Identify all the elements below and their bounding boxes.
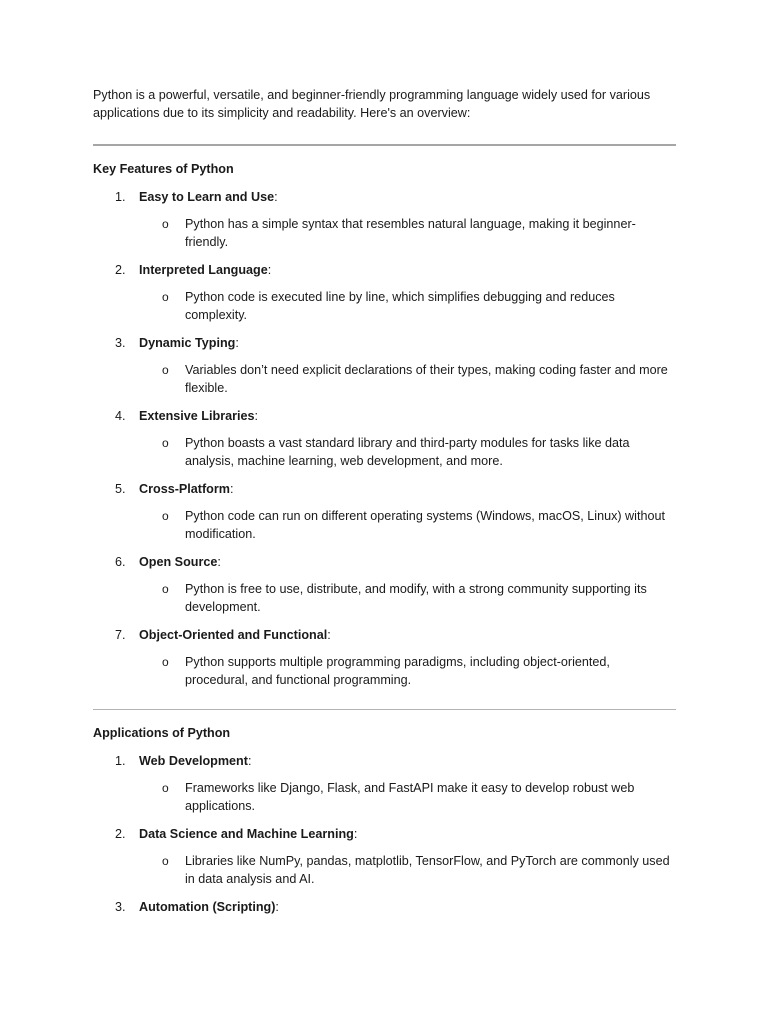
feature-item [93,188,676,251]
item-number: 3. [115,900,126,914]
item-suffix: : [327,628,331,642]
item-number: 1. [115,754,126,768]
item-suffix: : [353,827,358,841]
item-number: 6. [115,555,126,569]
sub-bullet [93,288,676,324]
feature-item [93,480,676,543]
item-detail: Python boasts a vast standard library and third-party modules for tasks like data analysis, machine learning, web development, and more. [185,436,630,468]
item-term: Easy to Learn and Use [139,190,275,204]
item-number: 4. [115,409,126,423]
item-detail: Python code is executed line by line, which simplifies debugging and reduces complexity. [185,290,615,322]
item-term: Data Science and Machine Learning [139,827,354,841]
item-detail: Libraries like NumPy, pandas, matplotlib, TensorFlow, and PyTorch are commonly used in data analysis and AI. [185,854,670,886]
bullet-circle-icon: o [162,363,169,377]
item-suffix: : [275,900,279,914]
features-list [93,188,676,689]
item-suffix: : [235,336,239,350]
item-detail: Frameworks like Django, Flask, and FastAPI make it easy to develop robust web applications. [185,781,635,813]
application-item [93,898,676,916]
applications-heading: Applications of Python [93,726,231,740]
item-number: 5. [115,482,126,496]
item-number: 3. [115,336,126,350]
item-suffix: : [247,754,252,768]
item-detail: Python code can run on different operating systems (Windows, macOS, Linux) without modification. [185,509,665,541]
document-body [93,86,676,916]
sub-bullet [93,507,676,543]
item-term: Object-Oriented and Functional [139,628,328,642]
item-detail: Python has a simple syntax that resembles natural language, making it beginner-friendly. [185,217,636,249]
item-term: Automation (Scripting) [139,900,276,914]
item-suffix: : [274,190,278,204]
section-divider [93,709,676,710]
item-term: Cross-Platform [139,482,230,496]
applications-section [93,709,676,916]
bullet-circle-icon: o [162,781,169,795]
section-divider [93,144,676,146]
feature-item [93,334,676,397]
bullet-circle-icon: o [162,655,169,669]
sub-bullet [93,779,676,815]
item-number: 7. [115,628,126,642]
features-section [93,160,676,689]
features-heading: Key Features of Python [93,162,234,176]
bullet-circle-icon: o [162,582,169,596]
sub-bullet [93,653,676,689]
item-suffix: : [267,263,272,277]
item-suffix: : [254,409,259,423]
feature-item [93,261,676,324]
sub-bullet [93,215,676,251]
item-term: Interpreted Language [139,263,268,277]
item-detail: Variables don’t need explicit declarations of their types, making coding faster and more flexible. [185,363,668,395]
item-term: Dynamic Typing [139,336,236,350]
bullet-circle-icon: o [162,290,169,304]
item-detail: Python is free to use, distribute, and modify, with a strong community supporting its development. [185,582,647,614]
item-term: Web Development [139,754,248,768]
intro-paragraph: Python is a powerful, versatile, and beginner-friendly programming language widely used for various applications due to its simplicity and readability. Here's an overview: [93,88,651,120]
bullet-circle-icon: o [162,509,169,523]
bullet-circle-icon: o [162,436,169,450]
feature-item [93,553,676,616]
item-number: 1. [115,190,126,204]
sub-bullet [93,361,676,397]
application-item [93,825,676,888]
feature-item [93,407,676,470]
item-number: 2. [115,263,126,277]
sub-bullet [93,434,676,470]
item-suffix: : [229,482,234,496]
sub-bullet [93,852,676,888]
bullet-circle-icon: o [162,854,169,868]
applications-list [93,752,676,916]
item-number: 2. [115,827,126,841]
bullet-circle-icon: o [162,217,169,231]
feature-item [93,626,676,689]
item-term: Open Source [139,555,218,569]
sub-bullet [93,580,676,616]
application-item [93,752,676,815]
item-suffix: : [217,555,221,569]
item-term: Extensive Libraries [139,409,255,423]
item-detail: Python supports multiple programming paradigms, including object-oriented, procedural, and functional programming. [185,655,610,687]
